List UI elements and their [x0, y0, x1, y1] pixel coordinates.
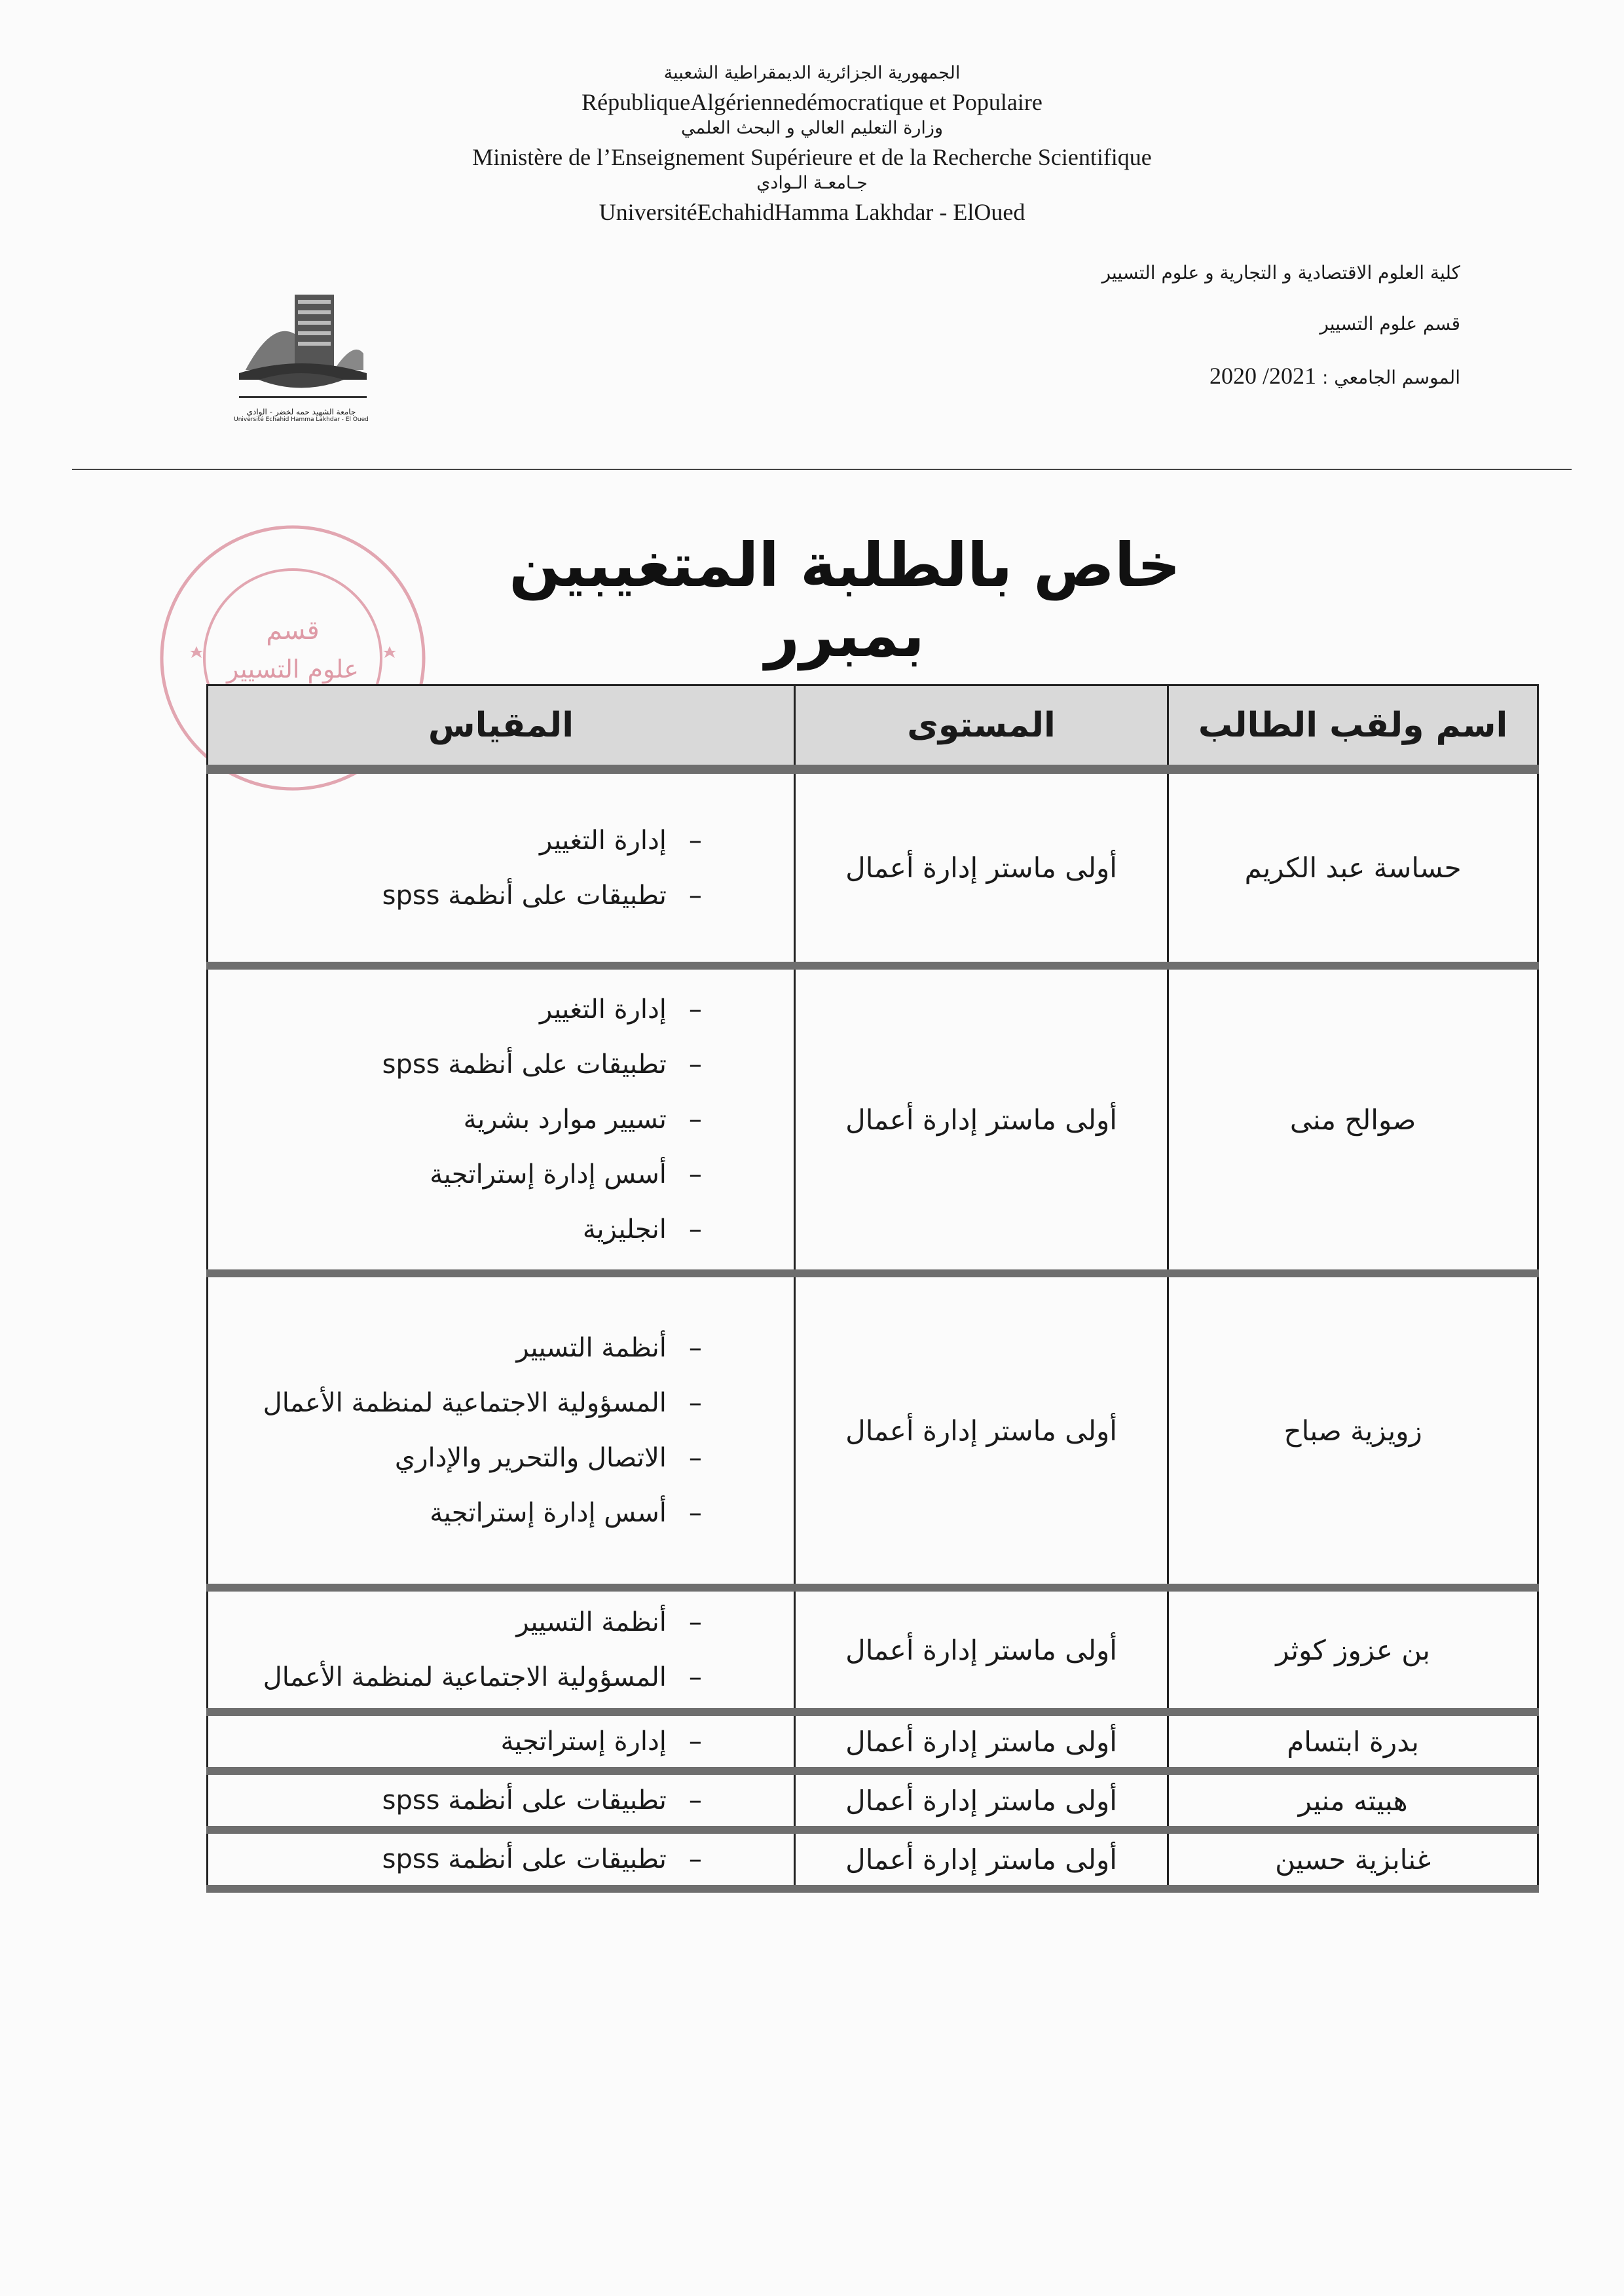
- module-name: المسؤولية الاجتماعية لمنظمة الأعمال: [263, 1662, 667, 1692]
- bullet-dash-icon: –: [688, 1844, 702, 1874]
- module-item: [209, 1430, 702, 1485]
- module-name: أسس إدارة إستراتجية: [430, 1159, 667, 1190]
- modules-list: [209, 1846, 702, 1872]
- module-item: [209, 1846, 702, 1872]
- header-student-name: اسم ولقب الطالب: [1168, 685, 1538, 770]
- level-cell: أولى ماستر إدارة أعمال: [794, 1588, 1168, 1712]
- module-item: [209, 1037, 702, 1092]
- modules-list: [209, 813, 702, 923]
- module-item: [209, 868, 702, 923]
- module-name: أسس إدارة إستراتجية: [430, 1498, 667, 1528]
- module-item: [209, 1321, 702, 1376]
- page-title: خاص بالطلبة المتغيبين بمبرر: [509, 530, 1181, 670]
- module-name: أنظمة التسيير: [516, 1333, 667, 1363]
- level-cell: أولى ماستر إدارة أعمال: [794, 769, 1168, 966]
- logo-caption-ar: جامعة الشهيد حمه لخضر - الوادي: [246, 407, 356, 416]
- academic-season: [1209, 362, 1460, 390]
- logo-caption-fr: Université Echahid Hamma Lakhdar - El Oued: [234, 416, 369, 423]
- modules-list: [209, 1787, 702, 1813]
- module-name: إدارة التغيير: [540, 825, 667, 856]
- header-ar-republic: الجمهورية الجزائرية الديمقراطية الشعبية: [663, 63, 961, 83]
- table-row: [208, 1771, 1538, 1830]
- student-name-cell: بدرة ابتسام: [1168, 1712, 1538, 1771]
- bullet-dash-icon: –: [688, 1785, 702, 1815]
- modules-list: [209, 982, 702, 1257]
- module-name: إدارة التغيير: [540, 994, 667, 1025]
- module-item: [209, 813, 702, 868]
- bullet-dash-icon: –: [688, 1104, 702, 1135]
- modules-cell: [208, 1712, 795, 1771]
- module-item: [209, 982, 702, 1037]
- module-name: تطبيقات على أنظمة spss: [382, 1049, 667, 1080]
- bullet-dash-icon: –: [688, 1662, 702, 1692]
- bullet-dash-icon: –: [688, 994, 702, 1025]
- modules-cell: [208, 966, 795, 1273]
- student-name-cell: هبيته منير: [1168, 1771, 1538, 1830]
- module-name: أنظمة التسيير: [516, 1607, 667, 1637]
- table-row: [208, 1830, 1538, 1889]
- bullet-dash-icon: –: [688, 1159, 702, 1190]
- module-item: [209, 1202, 702, 1257]
- modules-cell: [208, 1830, 795, 1889]
- modules-list: [209, 1321, 702, 1540]
- table-row: [208, 769, 1538, 966]
- bullet-dash-icon: –: [688, 825, 702, 856]
- header-divider: [72, 469, 1572, 470]
- module-item: [209, 1595, 702, 1650]
- module-name: تطبيقات على أنظمة spss: [382, 1844, 667, 1874]
- bullet-dash-icon: –: [688, 1498, 702, 1528]
- table-header-row: [208, 685, 1538, 770]
- level-cell: أولى ماستر إدارة أعمال: [794, 1712, 1168, 1771]
- table-row: [208, 1588, 1538, 1712]
- modules-cell: [208, 769, 795, 966]
- bullet-dash-icon: –: [688, 880, 702, 911]
- modules-list: [209, 1728, 702, 1755]
- header-fr-republic: RépubliqueAlgériennedémocratique et Populaire: [581, 89, 1043, 115]
- table-row: [208, 1712, 1538, 1771]
- bullet-dash-icon: –: [688, 1443, 702, 1473]
- modules-cell: [208, 1771, 795, 1830]
- module-item: [209, 1376, 702, 1430]
- department-name: قسم علوم التسيير: [1320, 313, 1460, 335]
- level-cell: أولى ماستر إدارة أعمال: [794, 1771, 1168, 1830]
- student-name-cell: زويزية صباح: [1168, 1273, 1538, 1588]
- header-ar-university: جـامعـة الـوادي: [756, 173, 868, 193]
- bullet-dash-icon: –: [688, 1607, 702, 1637]
- stamp-line2: علوم التسيير: [227, 655, 359, 683]
- level-cell: أولى ماستر إدارة أعمال: [794, 1830, 1168, 1889]
- header-level: المستوى: [794, 685, 1168, 770]
- module-item: [209, 1728, 702, 1755]
- header-modules: المقياس: [208, 685, 795, 770]
- module-item: [209, 1485, 702, 1540]
- student-name-cell: حساسة عبد الكريم: [1168, 769, 1538, 966]
- module-item: [209, 1092, 702, 1147]
- modules-cell: [208, 1588, 795, 1712]
- university-logo-icon: [232, 282, 370, 423]
- student-name-cell: بن عزوز كوثر: [1168, 1588, 1538, 1712]
- bullet-dash-icon: –: [688, 1214, 702, 1245]
- module-name: إدارة إستراتجية: [500, 1726, 667, 1757]
- stamp-line1: قسم: [266, 615, 320, 646]
- module-name: المسؤولية الاجتماعية لمنظمة الأعمال: [263, 1388, 667, 1418]
- table-row: [208, 966, 1538, 1273]
- bullet-dash-icon: –: [688, 1726, 702, 1757]
- season-label: الموسم الجامعي :: [1321, 367, 1460, 388]
- level-cell: أولى ماستر إدارة أعمال: [794, 1273, 1168, 1588]
- module-name: تطبيقات على أنظمة spss: [382, 880, 667, 911]
- module-item: [209, 1147, 702, 1202]
- header-ar-ministry: وزارة التعليم العالي و البحث العلمي: [680, 118, 943, 138]
- modules-cell: [208, 1273, 795, 1588]
- module-name: تطبيقات على أنظمة spss: [382, 1785, 667, 1815]
- faculty-name: كلية العلوم الاقتصادية و التجارية و علوم التسيير: [1101, 262, 1460, 283]
- bullet-dash-icon: –: [688, 1333, 702, 1363]
- level-cell: أولى ماستر إدارة أعمال: [794, 966, 1168, 1273]
- module-item: [209, 1650, 702, 1705]
- student-name-cell: صوالح منى: [1168, 966, 1538, 1273]
- student-name-cell: غنابزية حسين: [1168, 1830, 1538, 1889]
- module-item: [209, 1787, 702, 1813]
- module-name: انجليزية: [582, 1214, 667, 1245]
- module-name: تسيير موارد بشرية: [463, 1104, 667, 1135]
- module-name: الاتصال والتحرير والإداري: [394, 1443, 667, 1473]
- bullet-dash-icon: –: [688, 1049, 702, 1080]
- absent-students-table: [206, 684, 1539, 1893]
- bullet-dash-icon: –: [688, 1388, 702, 1418]
- season-value: 2021/ 2020: [1209, 363, 1317, 389]
- table-row: [208, 1273, 1538, 1588]
- header-fr-university: UniversitéEchahidHamma Lakhdar - ElOued: [599, 199, 1025, 225]
- header-fr-ministry: Ministère de l’Enseignement Supérieure et de la Recherche Scientifique: [472, 144, 1152, 170]
- modules-list: [209, 1595, 702, 1705]
- official-header: [393, 64, 1231, 229]
